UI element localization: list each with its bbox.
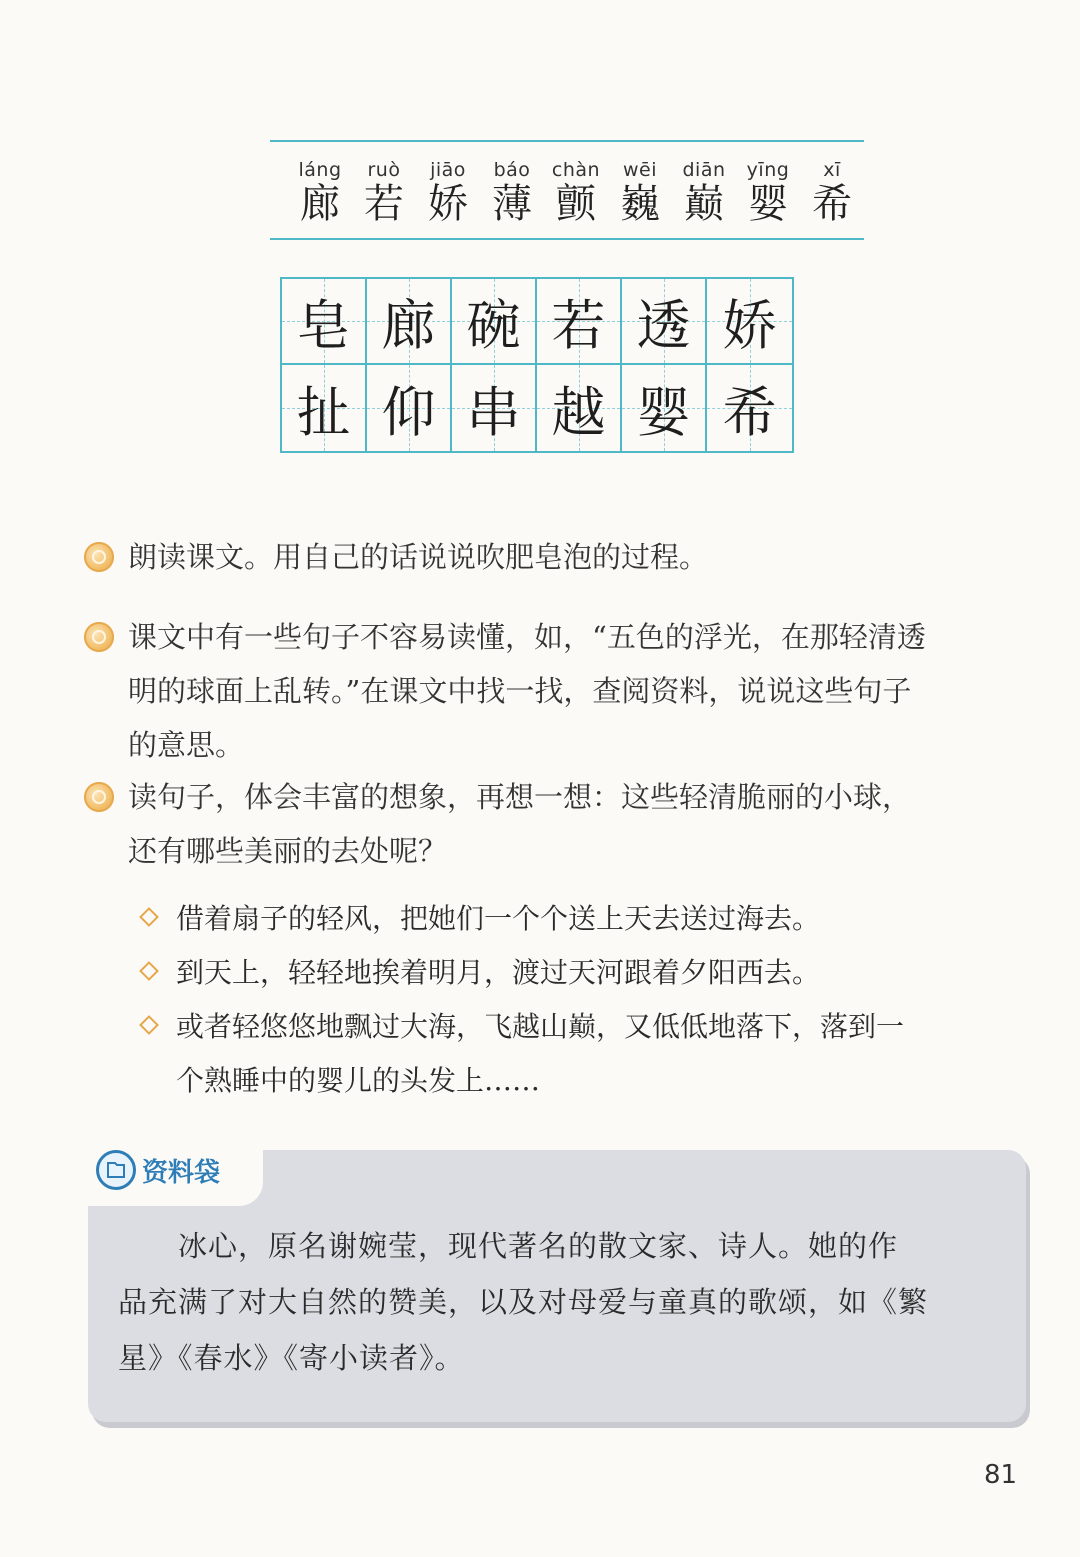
writing-char: 越 (551, 380, 606, 444)
example-sentence-text: 或者轻悠悠地飘过大海，飞越山巅，又低低地落下，落到一 (176, 1010, 905, 1043)
writing-char-cell (622, 279, 707, 365)
pinyin: diān (682, 159, 726, 181)
reading-char-cell (352, 158, 416, 226)
writing-char: 婴 (636, 380, 691, 444)
reading-char-cell (416, 158, 480, 226)
writing-char-cell (282, 365, 367, 451)
example-sentence-text: 个熟睡中的婴儿的头发上…… (176, 1064, 541, 1097)
info-box-badge (96, 1146, 244, 1194)
exercise-marker-icon (84, 782, 114, 812)
exercise-2 (84, 610, 1014, 772)
reading-char-cell (800, 158, 864, 226)
diamond-bullet-icon (139, 1015, 159, 1035)
info-box-title: 资料袋 (142, 1157, 221, 1188)
exercise-2-line-2: 明的球面上乱转。”在课文中找一找，查阅资料，说说这些句子 (128, 674, 912, 708)
reading-char: 廊 (300, 181, 340, 227)
writing-char: 仰 (381, 380, 436, 444)
writing-char: 若 (551, 293, 606, 357)
pinyin: xī (823, 159, 841, 181)
writing-char: 碗 (466, 293, 521, 357)
reading-char: 娇 (428, 181, 468, 227)
example-sentence-text: 借着扇子的轻风，把她们一个个送上天去送过海去。 (176, 902, 821, 935)
writing-char-cell (452, 365, 537, 451)
writing-char-cell (537, 365, 622, 451)
reading-char: 巍 (620, 181, 660, 227)
diamond-bullet-icon (139, 907, 159, 927)
writing-char-cell (537, 279, 622, 365)
info-box-line-3: 星》《春水》《寄小读者》。 (118, 1341, 465, 1375)
example-sentences (140, 892, 1020, 1108)
writing-char: 皂 (296, 293, 351, 357)
writing-char: 扯 (296, 380, 351, 444)
writing-char-cell (282, 279, 367, 365)
info-box-text (118, 1218, 1003, 1386)
pinyin: yīng (746, 159, 790, 181)
writing-char: 串 (466, 380, 521, 444)
reading-char-cell (480, 158, 544, 226)
writing-char-cell (707, 279, 792, 365)
exercise-3-line-1: 读句子，体会丰富的想象，再想一想：这些轻清脆丽的小球， (128, 780, 912, 814)
writing-char: 娇 (722, 293, 777, 357)
page-number: 81 (984, 1460, 1018, 1490)
pinyin: ruò (367, 159, 401, 181)
writing-char-cell (367, 365, 452, 451)
reading-char: 颤 (556, 181, 596, 227)
writing-character-grid (280, 277, 794, 453)
reading-char: 希 (812, 181, 852, 227)
writing-char-cell (707, 365, 792, 451)
reading-char-cell (736, 158, 800, 226)
exercise-3 (84, 770, 1014, 878)
reading-char: 若 (364, 181, 404, 227)
reading-char-cell (672, 158, 736, 226)
reading-char: 薄 (492, 181, 532, 227)
info-box-line-2: 品充满了对大自然的赞美，以及对母爱与童真的歌颂，如《繁 (118, 1285, 929, 1319)
reading-characters-row (288, 158, 864, 226)
pinyin: chàn (551, 159, 601, 181)
pinyin: wēi (622, 159, 657, 181)
exercise-1 (84, 530, 1014, 584)
writing-char-cell (452, 279, 537, 365)
reading-char-cell (544, 158, 608, 226)
exercise-marker-icon (84, 622, 114, 652)
pinyin: báo (493, 159, 531, 181)
writing-char: 透 (636, 293, 691, 357)
reading-char: 婴 (748, 181, 788, 227)
reading-characters-box (270, 140, 864, 240)
pinyin: jiāo (430, 159, 466, 181)
example-sentence-text: 到天上，轻轻地挨着明月，渡过天河跟着夕阳西去。 (176, 956, 821, 989)
reading-char-cell (608, 158, 672, 226)
writing-char: 廊 (381, 293, 436, 357)
reading-char: 巅 (684, 181, 724, 227)
diamond-bullet-icon (139, 961, 159, 981)
exercise-2-line-3: 的意思。 (128, 728, 245, 762)
exercise-3-line-2: 还有哪些美丽的去处呢？ (128, 834, 448, 868)
example-sentence-2 (140, 946, 1020, 1000)
reading-char-cell (288, 158, 352, 226)
exercise-1-text: 朗读课文。用自己的话说说吹肥皂泡的过程。 (128, 540, 709, 574)
writing-char-cell (622, 365, 707, 451)
example-sentence-3 (140, 1000, 1020, 1108)
info-box-line-1: 冰心，原名谢婉莹，现代著名的散文家、诗人。她的作 (178, 1229, 899, 1263)
pinyin: láng (298, 159, 342, 181)
exercise-marker-icon (84, 542, 114, 572)
writing-char: 希 (722, 380, 777, 444)
info-folder-icon (96, 1150, 136, 1190)
example-sentence-1 (140, 892, 1020, 946)
exercise-2-line-1: 课文中有一些句子不容易读懂，如，“五色的浮光，在那轻清透 (128, 620, 926, 654)
writing-char-cell (367, 279, 452, 365)
